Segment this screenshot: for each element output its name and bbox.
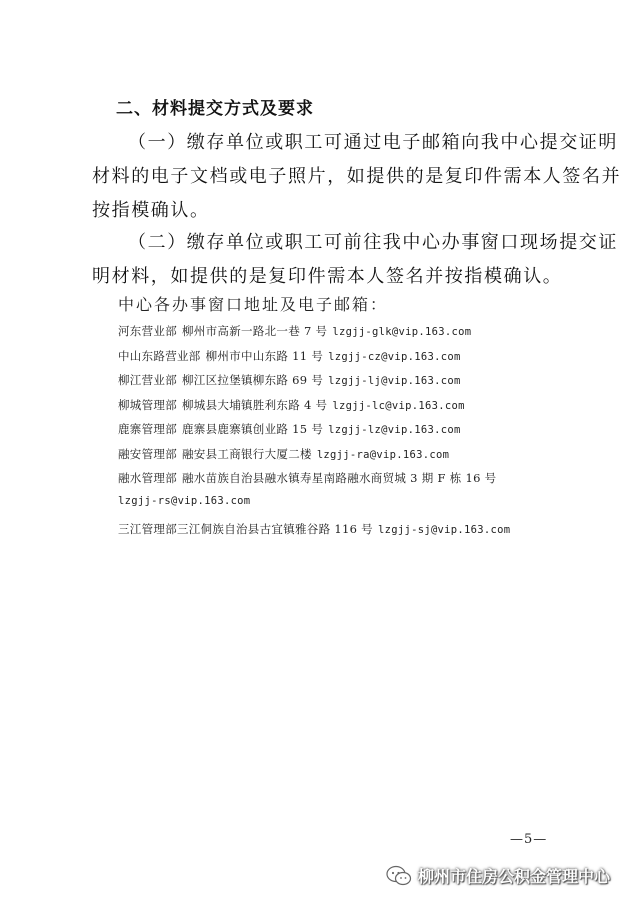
office-email[interactable]: lzgjj-rs@vip.163.com: [118, 495, 251, 507]
office-item-liujiang: [118, 369, 558, 394]
office-item-luzhai: [118, 418, 558, 443]
office-name: 鹿寨管理部: [118, 422, 177, 436]
paragraph-line: （一）缴存单位或职工可通过电子邮箱向我中心提交证明: [128, 132, 618, 153]
office-address: 柳城县大埔镇胜利东路 4 号: [182, 397, 328, 412]
paragraph-line: 明材料，如提供的是复印件需本人签名并按指模确认。: [92, 266, 563, 287]
office-name: 融安管理部: [118, 446, 177, 461]
office-address: 融水苗族自治县融水镇寿星南路融水商贸城 3 期 F 栋 16 号: [182, 471, 497, 485]
office-list: [118, 320, 558, 543]
office-email[interactable]: lzgjj-lc@vip.163.com: [332, 399, 465, 412]
office-item-rongan: [118, 443, 558, 468]
office-address: 柳州市高新一路北一巷 7 号: [182, 324, 328, 338]
office-name: 柳城管理部: [118, 397, 177, 412]
office-email[interactable]: lzgjj-ra@vip.163.com: [316, 448, 450, 461]
paragraph-line: （二）缴存单位或职工可前往我中心办事窗口现场提交证: [128, 232, 618, 253]
office-address: 三江侗族自治县古宜镇雅谷路 116 号: [177, 522, 373, 536]
office-item-sanjiang: [118, 518, 558, 543]
office-email[interactable]: lzgjj-cz@vip.163.com: [328, 350, 461, 363]
wechat-icon: [386, 865, 412, 887]
office-address: 融安县工商银行大厦二楼: [182, 446, 312, 461]
office-name: 三江管理部: [118, 522, 177, 536]
paragraph-onsite-submission: [92, 226, 618, 294]
office-item-liucheng: [118, 394, 558, 419]
office-item-rongshui: [118, 467, 558, 512]
office-email[interactable]: lzgjj-glk@vip.163.com: [332, 326, 472, 338]
office-email[interactable]: lzgjj-lj@vip.163.com: [328, 375, 461, 387]
paragraph-line: 按指模确认。: [92, 200, 210, 221]
office-address: 柳江区拉堡镇柳东路 69 号: [182, 373, 324, 387]
office-item-hedong: [118, 320, 558, 345]
office-name: 河东营业部: [118, 324, 177, 338]
watermark: [386, 864, 610, 887]
paragraph-email-submission: [92, 126, 622, 228]
section-heading: 二、材料提交方式及要求: [116, 99, 314, 119]
watermark-text: 柳州市住房公积金管理中心: [418, 867, 611, 886]
office-name: 融水管理部: [118, 471, 177, 485]
office-address: 柳州市中山东路 11 号: [205, 348, 324, 363]
office-email[interactable]: lzgjj-sj@vip.163.com: [377, 524, 511, 536]
office-email[interactable]: lzgjj-lz@vip.163.com: [328, 424, 461, 436]
office-name: 柳江营业部: [118, 373, 177, 387]
office-name: 中山东路营业部: [118, 348, 201, 363]
office-address: 鹿寨县鹿寨镇创业路 15 号: [182, 422, 324, 436]
page-number: —5—: [510, 832, 548, 847]
office-item-zhongshan: [118, 345, 558, 370]
offices-heading: 中心各办事窗口地址及电子邮箱：: [118, 295, 389, 314]
paragraph-line: 材料的电子文档或电子照片，如提供的是复印件需本人签名并: [92, 166, 622, 187]
